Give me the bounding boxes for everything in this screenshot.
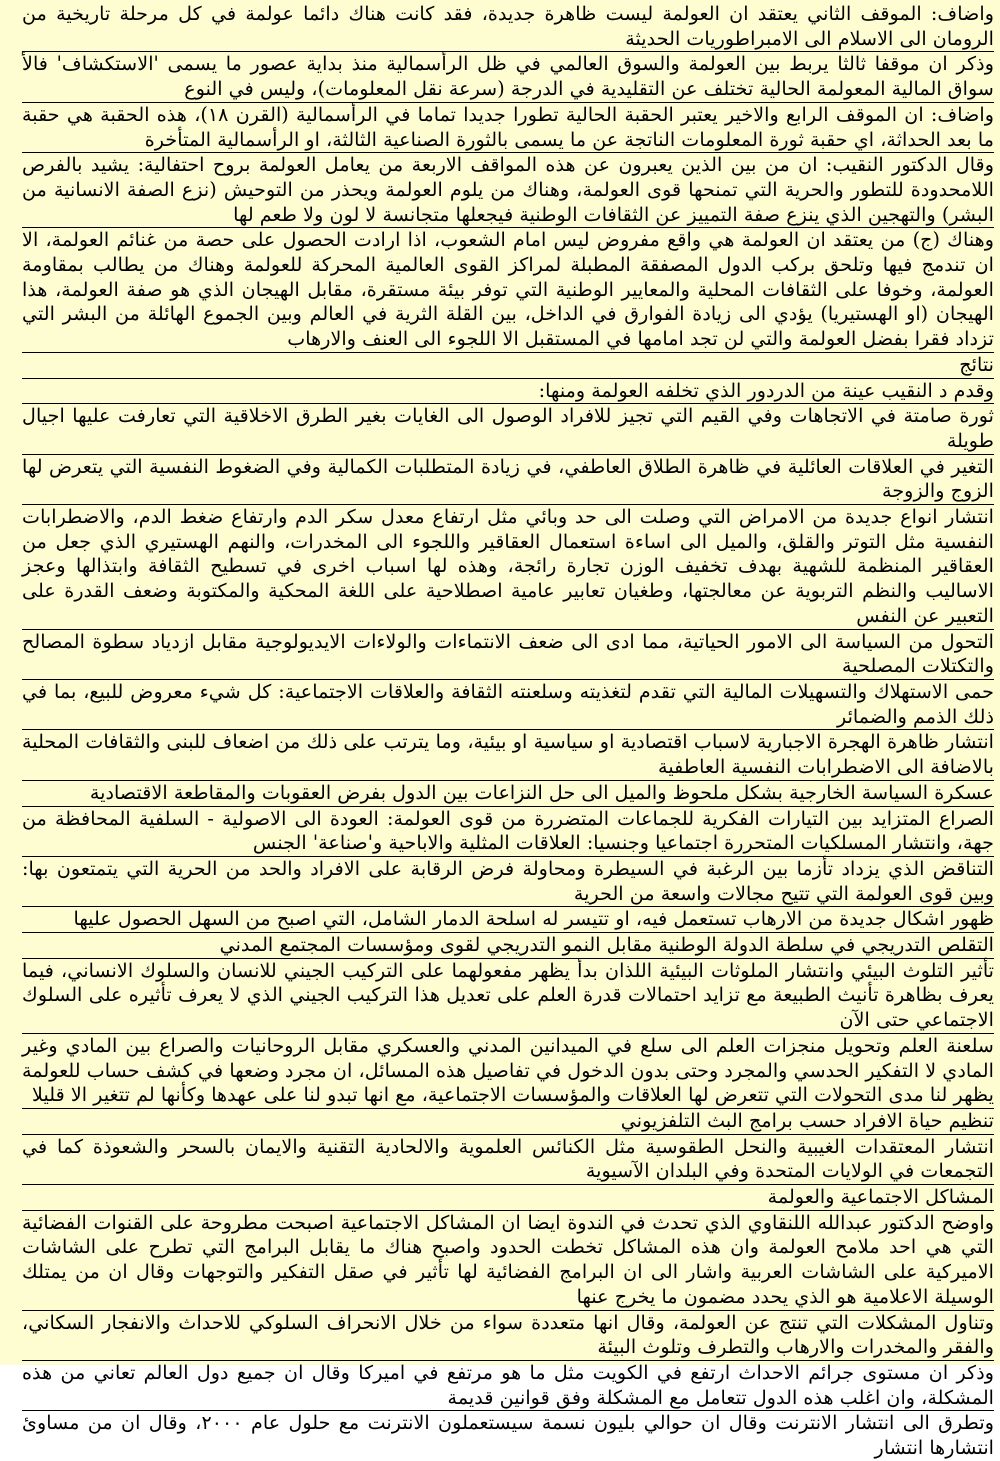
paragraph-3: واضاف: ان الموقف الرابع والاخير يعتبر الحقبة الحالية تطورا جديدا تماما في الرأسمالية (القرن ١٨)، هذه الحقبة هي حقبة ما بعد الحداثة، اي حقبة ثورة المعلومات الناتجة عن ما يسمى بالثورة الصناعية الثالثة، او الرأسمالية المتأخرة xyxy=(22,102,994,151)
section-heading-results: نتائج xyxy=(22,352,994,378)
list-item: انتشار المعتقدات الغيبية والنحل الطقوسية مثل الكنائس العلموية والالحادية التقنية والايمان بالسحر والشعوذة كما في التجمعات في الولايات المتحدة وفي البلدان الآسيوية xyxy=(22,1134,994,1183)
paragraph-27: وتطرق الى انتشار الانترنت وقال ان حوالي بليون نسمة سيستعملون الانترنت مع حلول عام ٢٠٠٠، وقال ان من مساوئ انتشارها انتشار xyxy=(22,1411,994,1460)
list-item: تنظيم حياة الافراد حسب برامج البث التلفزيوني xyxy=(22,1108,994,1134)
list-item: انتشار انواع جديدة من الامراض التي وصلت الى حد وبائي مثل ارتفاع معدل سكر الدم وارتفاع ضغط الدم، والاضطرابات النفسية مثل التوتر والقلق، والميل الى اساءة استعمال العقاقير واللجوء الى المخدرات، والنهم الهستيري الذي جعل من العقاقير المنظمة للشهية بهدف تخفيف الوزن تجارة رائجة، وهذه لها اسباب اخرى في تسطيح الثقافة وابتذالها وعجز الاساليب والنظم التربوية عن معالجتها، وطغيان تعابير عامية اصطلاحية على اللغة المحكية والمكتوبة وضعف القدرة على التعبير عن النفس xyxy=(22,505,994,627)
paragraph-2: وذكر ان موقفا ثالثا يربط بين العولمة والسوق العالمي في ظل الرأسمالية منذ بداية عصور ما يسمى 'الاستكشاف' فالأ سواق المالية المعولمة الحالية تختلف عن التقليدية في الدرجة (سرعة نقل المعلومات)، وليس في النوع xyxy=(22,52,994,101)
list-item: التقلص التدريجي في سلطة الدولة الوطنية مقابل النمو التدريجي لقوى ومؤسسات المجتمع المدني xyxy=(22,932,994,958)
list-item: عسكرة السياسة الخارجية بشكل ملحوظ والميل الى حل النزاعات بين الدول بفرض العقوبات والمقاطعة الاقتصادية xyxy=(22,780,994,806)
list-item: تأثير التلوث البيئي وانتشار الملوثات البيئية اللذان بدأ يظهر مفعولهما على التركيب الجيني للانسان والسلوك الانساني، فيما يعرف بظاهرة تأنيث الطبيعة مع تزايد احتمالات قدرة العلم على تعديل هذا التركيب الجيني الذي لا يعرف تأثيره على السلوك الاجتماعي حتى الآن xyxy=(22,958,994,1032)
list-item: التناقض الذي يزداد تأزما بين الرغبة في السيطرة ومحاولة فرض الرقابة على الافراد والحد من الحرية التي يتمتعون بها: وبين قوى العولمة التي تتيح مجالات واسعة من الحرية xyxy=(22,856,994,905)
list-item: التحول من السياسة الى الامور الحياتية، مما ادى الى ضعف الانتماءات والولاءات الايديولوجية مقابل ازدياد سطوة المصالح والتكتلات المصلحية xyxy=(22,629,994,678)
list-item: انتشار ظاهرة الهجرة الاجبارية لاسباب اقتصادية او سياسية او بيئية، وما يترتب على ذلك من اضعاف للبنى والثقافات المحلية بالاضافة الى الاضطرابات النفسية العاطفية xyxy=(22,730,994,779)
list-item: التغير في العلاقات العائلية في ظاهرة الطلاق العاطفي، في زيادة المتطلبات الكمالية وفي الضغوط النفسية التي يتعرض لها الزوج والزوجة xyxy=(22,454,994,503)
paragraph-7: وقدم د النقيب عينة من الدردور الذي تخلفه العولمة ومنها: xyxy=(22,378,994,404)
list-item: الصراع المتزايد بين التيارات الفكرية للجماعات المتضررة من قوى العولمة: العودة الى الاصولية - السلفية المحافظة من جهة، وانتشار المسلكيات المتحررة اجتماعيا وجنسيا: العلاقات المثلية والاباحية و'صناعة' الجنس xyxy=(22,806,994,855)
paragraph-4: وقال الدكتور النقيب: ان من بين الذين يعبرون عن هذه المواقف الاربعة من يعامل العولمة بروح احتفالية: يشيد بالفرص اللامحدودة للتطور والحرية التي تمنحها قوى العولمة، وهناك من يلوم العولمة ويحذر من التوحيش (نزع الصفة الانسانية من البشر) والتهجين الذي ينزع صفة التمييز عن الثقافات الوطنية فيجعلها متجانسة لا لون ولا طعم لها xyxy=(22,153,994,226)
list-item: سلعنة العلم وتحويل منجزات العلم الى سلع في الميدانين المدني والعسكري مقابل الروحانيات والصراع بين المادي وغير المادي لا التفكير الحدسي والمجرد وحتى بدون الدخول في تفاصيل هذه المسائل، ان مجرد وضعها في كشف حساب للعولمة يظهر لنا مدى التحولات التي تتعرض لها العلاقات والمؤسسات الاجتماعية، مع انها تبدو لنا على عهدها وكأنها لم تتغير الا قليلا xyxy=(22,1033,994,1107)
paragraph-26: وذكر ان مستوى جرائم الاحداث ارتفع في الكويت مثل ما هو مرتفع في اميركا وقال ان جميع دول العالم تعاني من هذه المشكلة، وان اغلب هذه الدول تتعامل مع المشكلة وفق قوانين قديمة xyxy=(22,1360,994,1409)
list-item: حمى الاستهلاك والتسهيلات المالية التي تقدم لتغذيته وسلعنته الثقافة والعلاقات الاجتماعية: كل شيء معروض للبيع، بما في ذلك الذمم والضمائر xyxy=(22,679,994,728)
paragraph-25: وتناول المشكلات التي تنتج عن العولمة، وقال انها متعددة سواء من خلال الانحراف السلوكي للاحداث والانفجار السكاني، والفقر والمخدرات والارهاب والتطرف وتلوث البيئة xyxy=(22,1310,994,1359)
section-heading-social-problems: المشاكل الاجتماعية والعولمة xyxy=(22,1184,994,1210)
paragraph-1: واضاف: الموقف الثاني يعتقد ان العولمة ليست ظاهرة جديدة، فقد كانت هناك دائما عولمة في كل مرحلة تاريخية من الرومان الى الاسلام الى الامبراطوريات الحديثة xyxy=(22,2,994,50)
list-item: ثورة صامتة في الاتجاهات وفي القيم التي تجيز للافراد الوصول الى الغايات بغير الطرق الاخلاقية التي تعارفت عليها اجيال طويلة xyxy=(22,404,994,452)
list-item: ظهور اشكال جديدة من الارهاب تستعمل فيه، او تتيسر له اسلحة الدمار الشامل، التي اصبح من السهل الحصول عليها xyxy=(22,906,994,932)
paragraph-5: وهناك (ج) من يعتقد ان العولمة هي واقع مفروض ليس امام الشعوب، اذا ارادت الحصول على حصة من غنائم العولمة، الا ان تندمج فيها وتلحق بركب الدول المصفقة المطبلة لمراكز القوى العالمية المحركة للعولمة وهناك من يطالب بمقاومة العولمة، وخوفا على الثقافات المحلية والمعايير الوطنية التي توفر بيئة مستقرة، مقابل الهيجان الذي هو صفة العولمة، هذا الهيجان (او الهستيريا) يؤدي الى زيادة الفوارق في الداخل، بين القلة الثرية في العالم وبين الجموع الهائلة من البشر التي تزداد فقرا بفضل العولمة والتي لن تجد امامها في المستقبل الا اللجوء الى العنف والارهاب xyxy=(22,228,994,351)
paragraph-24: واوضح الدكتور عبدالله اللنقاوي الذي تحدث في الندوة ايضا ان المشاكل الاجتماعية اصبحت مطروحة على القنوات الفضائية التي هي احد ملامح العولمة وان هذه المشاكل تخطت الحدود واصبح هناك ما يقابل البرامج التي تطرح على الشاشات الاميركية على الشاشات العربية واشار الى ان البرامج الفضائية لها تأثير في صقل التفكير والتوجهات وقال ان من يمتلك الوسيلة الاعلامية هو الذي يحدد مضمون ما يخرج عنها xyxy=(22,1210,994,1308)
